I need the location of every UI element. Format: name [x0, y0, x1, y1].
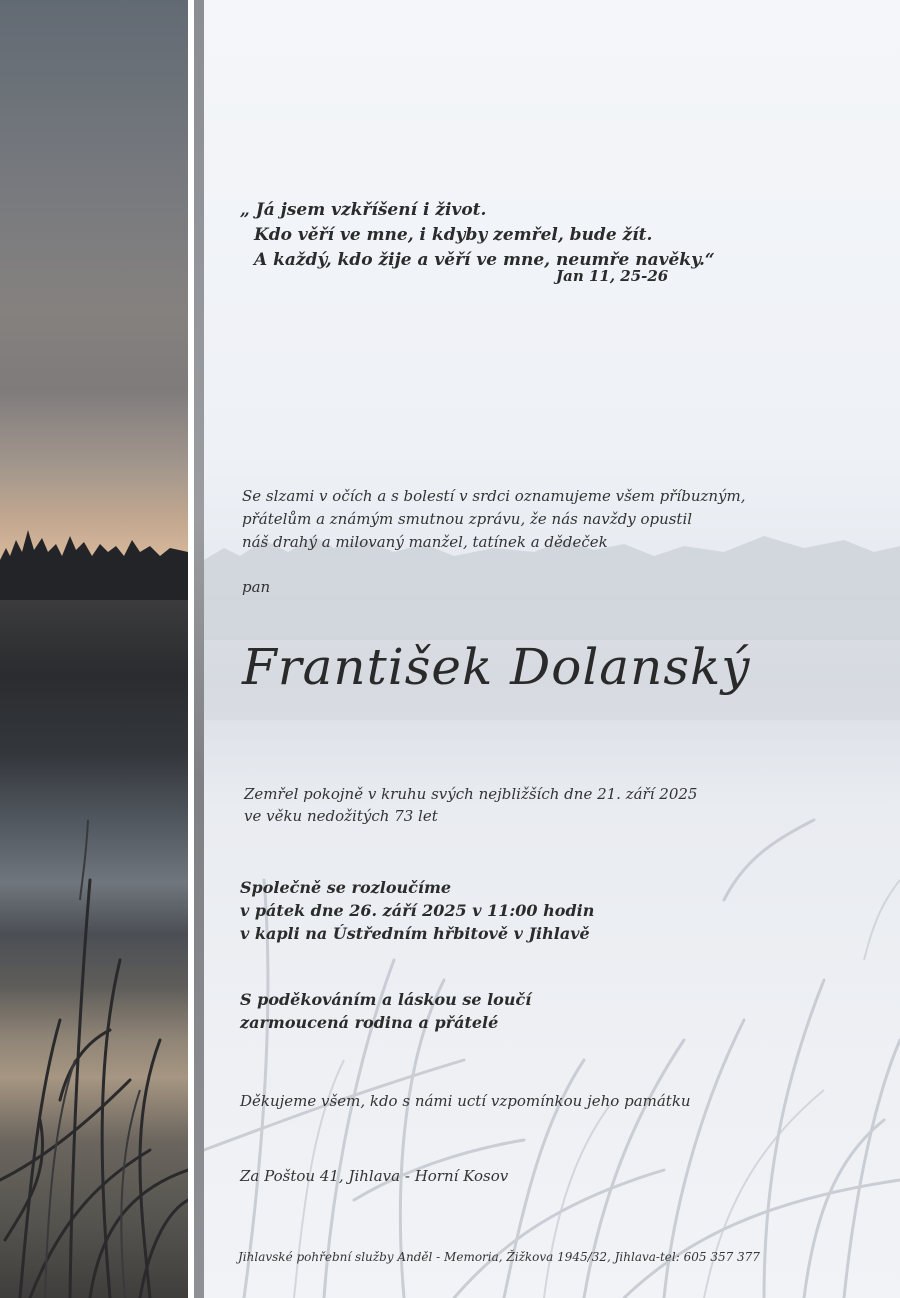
farewell-line: v pátek dne 26. září 2025 v 11:00 hodin	[240, 901, 595, 920]
mourners-text	[240, 988, 531, 1034]
deceased-name: František Dolanský	[242, 638, 751, 696]
death-info	[244, 783, 697, 827]
announcement-line: přátelům a známým smutnou zprávu, že nás navždy opustil	[242, 510, 693, 528]
gratitude-text: Děkujeme všem, kdo s námi uctí vzpomínkou jeho památku	[240, 1092, 691, 1110]
gray-divider-stripe	[194, 0, 204, 1298]
announcement-line: náš drahý a milovaný manžel, tatínek a dědeček	[242, 533, 608, 551]
farewell-line: v kapli na Ústředním hřbitově v Jihlavě	[240, 924, 590, 943]
tree-and-reed-silhouette	[0, 0, 188, 1298]
quote-line: „ Já jsem vzkříšení i život.	[240, 200, 487, 220]
quote-reference: Jan 11, 25-26	[556, 267, 669, 285]
address-text: Za Poštou 41, Jihlava - Horní Kosov	[240, 1167, 509, 1185]
death-line: Zemřel pokojně v kruhu svých nejbližších dne 21. září 2025	[244, 785, 698, 803]
death-line: ve věku nedožitých 73 let	[244, 807, 438, 825]
funeral-service-footer: Jihlavské pohřební služby Anděl - Memoria, Žižkova 1945/32, Jihlava-tel: 605 357 377	[238, 1250, 760, 1264]
announcement-text	[242, 485, 746, 554]
mourners-line: S poděkováním a láskou se loučí	[240, 990, 532, 1009]
quote-line: A každý, kdo žije a věří ve mne, neumře navěky.“	[254, 250, 715, 270]
announcement-line: Se slzami v očích a s bolestí v srdci oznamujeme všem příbuzným,	[242, 487, 746, 505]
mourners-line: zarmoucená rodina a přátelé	[240, 1013, 499, 1032]
salutation: pan	[242, 578, 271, 596]
farewell-line: Společně se rozloučíme	[240, 878, 452, 897]
bible-quote	[240, 198, 715, 273]
sunset-photo	[0, 0, 188, 1298]
quote-line: Kdo věří ve mne, i kdyby zemřel, bude žít.	[254, 225, 653, 245]
farewell-info	[240, 876, 594, 945]
